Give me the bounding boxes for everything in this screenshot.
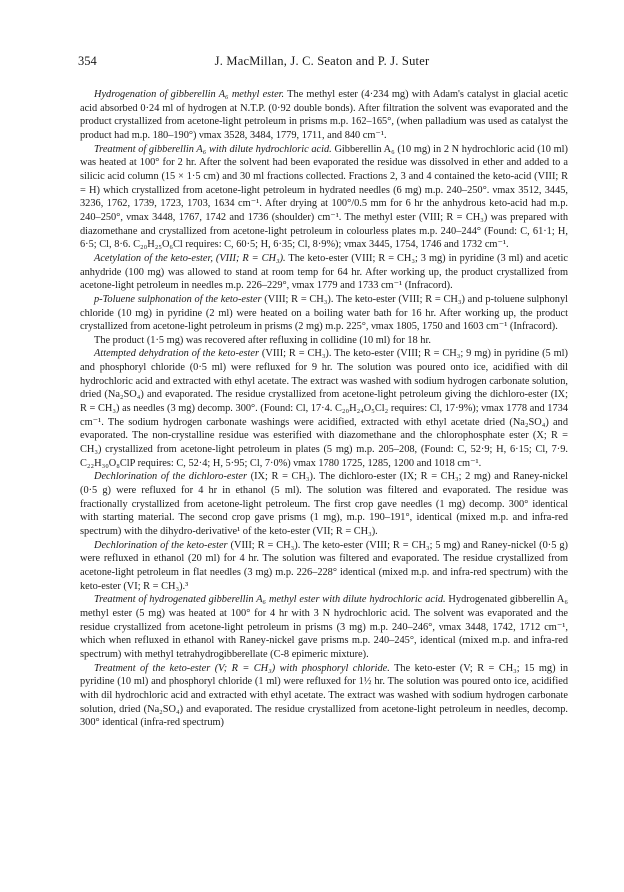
paragraph-heading: Attempted dehydration of the keto-ester: [94, 348, 259, 360]
paragraph-heading: Acetylation of the keto-ester, (VIII; R = CH₃).: [94, 252, 286, 264]
paragraph-heading: Treatment of the keto-ester (V; R = CH₃) with phosphoryl chloride.: [94, 662, 390, 674]
paragraph-text: The keto-ester (V; R = CH₃; 15 mg) in pyridine (10 ml) and phosphoryl chloride (1 ml) were refluxed for 1½ hr. The solution was poured onto ice, acidified with dil hydrochloric acid and extracted with ethyl acetate. The extract was washed with sodium hydrogen carbonate solution, dried (Na₂SO₄) and evaporated. The residue crystallized from acetone-light petroleum in needles, decomp. 300° identical (infra-red spectrum): [80, 662, 568, 729]
paragraph-text: Gibberellin A₆ (10 mg) in 2 N hydrochloric acid (10 ml) was heated at 100° for 2 hr. After the solvent had been evaporated the residue was dissolved in ether and added to a silicic acid column (15 × 1·5 cm) and 30 ml fractions collected. Fractions 2, 3 and 4 contained the keto-acid (VIII; R = H) which crystallized from acetone-light petroleum in hydrated needles (6 mg) m.p. 240–250°. νmax 3512, 3445, 3236, 1762, 1739, 1723, 1703, 1634 cm⁻¹. After drying at 100°/0.5 mm for 6 hr the anhydrous keto-acid had m.p. 240–250°, νmax 3448, 1767, 1742 and 1736 (shoulder) cm⁻¹. The methyl ester (VIII; R = CH₃) was prepared with diazomethane and crystallized from acetone-light petroleum in colourless plates m.p. 240–244° (Found: C, 61·1; H, 6·5; Cl, 8·6. C₂₀H₂₅O₆Cl requires: C, 60·5; H, 6·35; Cl, 8·9%); νmax 3445, 1754, 1746 and 1732 cm⁻¹.: [80, 143, 568, 251]
paragraph-text: (IX; R = CH₃). The dichloro-ester (IX; R = CH₃; 2 mg) and Raney-nickel (0·5 g) were refluxed for 4 hr in ethanol (5 ml). The solution was filtered and evaporated. The residue was fractionally crystallized from acetone-light petroleum. The first crop gave needles (1 mg) decomp. 300° identical with starting material. The second crop gave prisms (1 mg), m.p. 190–191°, identical (mixed m.p. and infra-red spectrum) with the dihydro-derivative¹ of the keto-ester (VII; R = CH₃).: [80, 471, 568, 537]
paragraph-heading: Hydrogenation of gibberellin A₆ methyl ester.: [94, 89, 285, 100]
paragraph-text: (VIII; R = CH₃). The keto-ester (VIII; R = CH₃; 5 mg) and Raney-nickel (0·5 g) were refluxed in ethanol (20 ml) for 4 hr. The solution was filtered and evaporated. The residue crystallized from acetone-light petroleum in flat needles (3 mg) m.p. 226–228° identical (mixed m.p. and infra-red spectrum) with the keto-ester (VI; R = CH₃).³: [80, 539, 568, 592]
paragraph-hcl-treatment: [80, 143, 568, 252]
paragraph-heading: Treatment of hydrogenated gibberellin A₆ methyl ester with dilute hydrochloric acid.: [94, 594, 446, 606]
paragraph-text: Hydrogenated gibberellin A₆ methyl ester (5 mg) was heated at 100° for 4 hr with 3 N hydrochloric acid. The solvent was evaporated and the residue crystallized from acetone-light petroleum in prisms (3 mg) m.p. 240–246°, νmax 3448, 1742, 1712 cm⁻¹, which when refluxed in ethanol with Raney-nickel gave prisms m.p. 240–245°, identical (mixed m.p. and infra-red spectrum) with methyl tetrahydrogibberellate (C-8 epimeric mixture).: [80, 594, 568, 660]
paragraph-text: The product (1·5 mg) was recovered after refluxing in collidine (10 ml) for 18 hr.: [94, 334, 431, 346]
paragraph-text: (VIII; R = CH₃). The keto-ester (VIII; R = CH₃) and p-toluene sulphonyl chloride (10 mg) in pyridine (2 ml) were heated on a boiling water bath for 16 hr. After working up, the product crystallized from acetone-light petroleum in prisms (2 mg) m.p. 225°, νmax 1805, 1750 and 1603 cm⁻¹ (Infracord).: [80, 293, 568, 333]
paragraph-sulphonation: [80, 293, 568, 334]
running-head: J. MacMillan, J. C. Seaton and P. J. Suter: [214, 54, 430, 68]
paragraph-dechlorination-dichloro: [80, 470, 568, 538]
paragraph-hydrogenation: [80, 88, 568, 143]
paragraph-dechlorination-keto: [80, 539, 568, 594]
paragraph-heading: Dechlorination of the dichloro-ester: [94, 471, 248, 483]
paragraph-recovery: [80, 334, 568, 348]
paragraph-text: (VIII; R = CH₃). The keto-ester (VIII; R = CH₃; 9 mg) in pyridine (5 ml) and phosphoryl chloride (0·5 ml) were refluxed for 9 hr. The solution was poured onto ice, acidified with dil hydrochloric acid and extracted with ethyl acetate. The extract was washed with sodium hydrogen carbonate solution, dried (Na₂SO₄) and evaporated. The residue crystallized from acetone-light petroleum giving the dichloro-ester (IX; R = CH₃) as needles (3 mg) decomp. 300°. (Found: Cl, 17·4. C₂₀H₂₄O₅Cl₂ requires: Cl, 17·9%); νmax 1778 and 1734 cm⁻¹. The sodium hydrogen carbonate washings were acidified, extracted with ethyl acetate dried (Na₂SO₄) and evaporated. The non-crystalline residue was esterified with diazomethane and the chlorophosphate ester (X; R = CH₃) crystallized from acetone-light petroleum in plates (5 mg) m.p. 205–208, (Found: C, 52·9; H, 6·15; Cl, 7·9. C₂₂H₃₀O₈ClP requires: C, 52·4; H, 5·95; Cl, 7·0%) νmax 1780 1725, 1285, 1200 and 1018 cm⁻¹.: [80, 348, 568, 469]
page-header: [78, 54, 566, 74]
paragraph-acetylation: [80, 252, 568, 293]
paragraph-hydrogenated-hcl: [80, 593, 568, 661]
paragraph-text: The keto-ester (VIII; R = CH₃; 3 mg) in pyridine (3 ml) and acetic anhydride (100 mg) was allowed to stand at room temp for 64 hr. After working up, the product crystallized from acetone-light petroleum in needles m.p. 226–229°, νmax 1779 and 1733 cm⁻¹ (Infracord).: [80, 252, 568, 292]
paragraph-phosphoryl-chloride: [80, 662, 568, 730]
article-body: [80, 88, 568, 730]
paragraph-heading: Treatment of gibberellin A₆ with dilute hydrochloric acid.: [94, 143, 332, 155]
paragraph-text: The methyl ester (4·234 mg) with Adam's catalyst in glacial acetic acid absorbed 0·24 ml of hydrogen at N.T.P. (0·92 double bonds). After filtration the solvent was evaporated and the product crystallized from acetone-light petroleum in prisms m.p. 162–165°, (when palladium was used as catalyst the product had m.p. 180–190°) νmax 3528, 3484, 1779, 1711, and 840 cm⁻¹.: [80, 89, 568, 141]
paragraph-heading: p-Toluene sulphonation of the keto-ester: [94, 293, 262, 305]
paragraph-heading: Dechlorination of the keto-ester: [94, 539, 228, 551]
page-number: 354: [78, 54, 97, 68]
paragraph-dehydration: [80, 347, 568, 470]
